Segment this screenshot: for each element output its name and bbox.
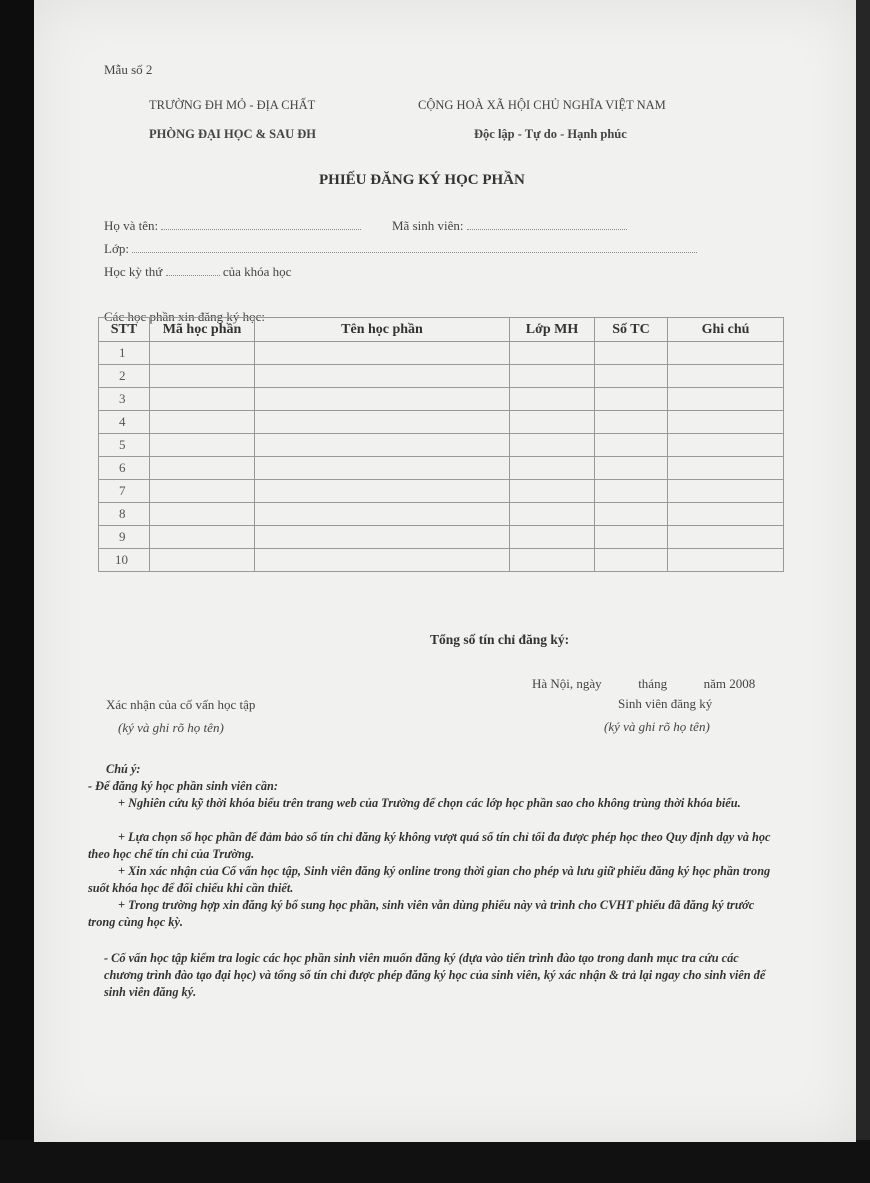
course-code-cell[interactable] bbox=[150, 388, 255, 411]
row-number: 8 bbox=[99, 503, 150, 526]
class-blank bbox=[132, 242, 697, 253]
row-number: 9 bbox=[99, 526, 150, 549]
class-cell[interactable] bbox=[510, 480, 595, 503]
course-code-cell[interactable] bbox=[150, 549, 255, 572]
notes-cell[interactable] bbox=[668, 388, 784, 411]
class-cell[interactable] bbox=[510, 434, 595, 457]
table-body bbox=[99, 342, 784, 572]
notes-cell[interactable] bbox=[668, 411, 784, 434]
class-cell[interactable] bbox=[510, 503, 595, 526]
class-cell[interactable] bbox=[510, 388, 595, 411]
course-code-cell[interactable] bbox=[150, 342, 255, 365]
semester-label: Học kỳ thứ bbox=[104, 264, 163, 279]
course-code-cell[interactable] bbox=[150, 365, 255, 388]
total-credits-label: Tổng số tín chỉ đăng ký: bbox=[430, 632, 570, 647]
header-class: Lớp MH bbox=[510, 318, 595, 342]
table-row bbox=[99, 549, 784, 572]
class-field bbox=[104, 241, 697, 257]
course-name-cell[interactable] bbox=[255, 411, 510, 434]
note-item-2: + Lựa chọn số học phần để đảm bảo số tín chỉ đăng ký không vượt quá số tín chỉ tối đa được phép học theo Quy định dạy và học theo học chế tín chỉ của Trường. bbox=[88, 830, 771, 861]
course-code-cell[interactable] bbox=[150, 457, 255, 480]
class-label: Lớp: bbox=[104, 241, 129, 256]
credits-cell[interactable] bbox=[595, 526, 668, 549]
row-number: 6 bbox=[99, 457, 150, 480]
class-cell[interactable] bbox=[510, 549, 595, 572]
advisor-note: - Cố vấn học tập kiểm tra logic các học phần sinh viên muốn đăng ký (dựa vào tiến trình đào tạo trong danh mục tra cứu các chương trình đào tạo đại học) và tổng số tín chỉ được phép đăng ký học của sinh viên, ký xác nhận & trả lại ngay cho sinh viên để sinh viên đăng ký. bbox=[104, 951, 766, 999]
row-number: 3 bbox=[99, 388, 150, 411]
header-stt: STT bbox=[99, 318, 150, 342]
notes-cell[interactable] bbox=[668, 526, 784, 549]
class-cell[interactable] bbox=[510, 526, 595, 549]
student-id-field bbox=[392, 218, 627, 234]
credits-cell[interactable] bbox=[595, 457, 668, 480]
class-cell[interactable] bbox=[510, 457, 595, 480]
credits-cell[interactable] bbox=[595, 480, 668, 503]
table-row bbox=[99, 411, 784, 434]
table-row bbox=[99, 526, 784, 549]
date-month: tháng bbox=[638, 676, 668, 691]
course-name-cell[interactable] bbox=[255, 434, 510, 457]
scan-right-edge bbox=[856, 0, 870, 1183]
course-name-cell[interactable] bbox=[255, 388, 510, 411]
notes-cell[interactable] bbox=[668, 342, 784, 365]
course-name-cell[interactable] bbox=[255, 457, 510, 480]
note-item-3: + Xin xác nhận của Cố vấn học tập, Sinh viên đăng ký online trong thời gian cho phép và lưu giữ phiếu đăng ký học phần trong suốt khóa học để đối chiếu khi cần thiết. bbox=[88, 864, 771, 895]
course-registration-table bbox=[98, 317, 784, 572]
student-signature-hint: (ký và ghi rõ họ tên) bbox=[604, 719, 710, 734]
row-number: 4 bbox=[99, 411, 150, 434]
credits-cell[interactable] bbox=[595, 434, 668, 457]
date-line bbox=[532, 676, 755, 692]
notes-cell[interactable] bbox=[668, 549, 784, 572]
table-row bbox=[99, 342, 784, 365]
name-label: Họ và tên: bbox=[104, 218, 159, 233]
table-row bbox=[99, 434, 784, 457]
semester-blank bbox=[166, 265, 220, 276]
note-item-4: + Trong trường hợp xin đăng ký bổ sung học phần, sinh viên vẫn dùng phiếu này và trình cho CVHT phiếu đã đăng ký trước trong cùng học kỳ. bbox=[88, 898, 755, 929]
row-number: 7 bbox=[99, 480, 150, 503]
credits-cell[interactable] bbox=[595, 388, 668, 411]
course-name-cell[interactable] bbox=[255, 365, 510, 388]
row-number: 5 bbox=[99, 434, 150, 457]
table-row bbox=[99, 365, 784, 388]
table-row bbox=[99, 457, 784, 480]
motto: Độc lập - Tự do - Hạnh phúc bbox=[474, 127, 627, 141]
notes-cell[interactable] bbox=[668, 457, 784, 480]
notes-cell[interactable] bbox=[668, 434, 784, 457]
credits-cell[interactable] bbox=[595, 365, 668, 388]
table-row bbox=[99, 503, 784, 526]
course-code-cell[interactable] bbox=[150, 434, 255, 457]
name-field bbox=[104, 218, 361, 234]
course-code-cell[interactable] bbox=[150, 526, 255, 549]
form-number: Mẫu số 2 bbox=[104, 62, 153, 77]
table-header-row bbox=[99, 318, 784, 342]
advisor-signature-hint: (ký và ghi rõ họ tên) bbox=[118, 720, 224, 735]
header-credits: Số TC bbox=[595, 318, 668, 342]
credits-cell[interactable] bbox=[595, 503, 668, 526]
table-row bbox=[99, 480, 784, 503]
notes-intro: - Để đăng ký học phần sinh viên cần: bbox=[88, 779, 278, 793]
note-item-1: + Nghiên cứu kỹ thời khóa biểu trên trang web của Trường để chọn các lớp học phần sao cho không trùng thời khóa biểu. bbox=[118, 796, 741, 810]
scan-bottom-band bbox=[0, 1140, 870, 1183]
notes-cell[interactable] bbox=[668, 365, 784, 388]
class-cell[interactable] bbox=[510, 411, 595, 434]
student-id-blank bbox=[467, 219, 627, 230]
row-number: 1 bbox=[99, 342, 150, 365]
header-course-name: Tên học phần bbox=[255, 318, 510, 342]
course-label: của khóa học bbox=[222, 264, 292, 279]
course-code-cell[interactable] bbox=[150, 480, 255, 503]
credits-cell[interactable] bbox=[595, 411, 668, 434]
name-blank bbox=[161, 219, 361, 230]
table-row bbox=[99, 388, 784, 411]
notes-cell[interactable] bbox=[668, 503, 784, 526]
scan-left-edge bbox=[0, 0, 36, 1183]
course-name-cell[interactable] bbox=[255, 342, 510, 365]
course-code-cell[interactable] bbox=[150, 503, 255, 526]
advisor-signature-label: Xác nhận của cố vấn học tập bbox=[106, 697, 256, 712]
header-notes: Ghi chú bbox=[668, 318, 784, 342]
form-page bbox=[34, 0, 856, 1142]
courses-intro: Các học phần xin đăng ký học: bbox=[104, 309, 266, 324]
form-title: PHIẾU ĐĂNG KÝ HỌC PHẦN bbox=[319, 172, 525, 188]
notes-cell[interactable] bbox=[668, 480, 784, 503]
department-name: PHÒNG ĐẠI HỌC & SAU ĐH bbox=[149, 127, 317, 141]
credits-cell[interactable] bbox=[595, 342, 668, 365]
course-name-cell[interactable] bbox=[255, 503, 510, 526]
country-title: CỘNG HOÀ XÃ HỘI CHỦ NGHĨA VIỆT NAM bbox=[418, 98, 666, 112]
class-cell[interactable] bbox=[510, 365, 595, 388]
row-number: 2 bbox=[99, 365, 150, 388]
course-code-cell[interactable] bbox=[150, 411, 255, 434]
student-id-label: Mã sinh viên: bbox=[392, 218, 464, 233]
school-name: TRƯỜNG ĐH MỎ - ĐỊA CHẤT bbox=[149, 98, 316, 112]
course-name-cell[interactable] bbox=[255, 526, 510, 549]
student-signature-label: Sinh viên đăng ký bbox=[618, 696, 713, 711]
header-course-code: Mã học phần bbox=[150, 318, 255, 342]
semester-field bbox=[104, 264, 291, 280]
date-city: Hà Nội, ngày bbox=[532, 676, 602, 691]
date-year: năm 2008 bbox=[703, 676, 756, 691]
notes-heading: Chú ý: bbox=[106, 762, 141, 776]
course-name-cell[interactable] bbox=[255, 480, 510, 503]
course-name-cell[interactable] bbox=[255, 549, 510, 572]
credits-cell[interactable] bbox=[595, 549, 668, 572]
row-number: 10 bbox=[99, 549, 150, 572]
class-cell[interactable] bbox=[510, 342, 595, 365]
